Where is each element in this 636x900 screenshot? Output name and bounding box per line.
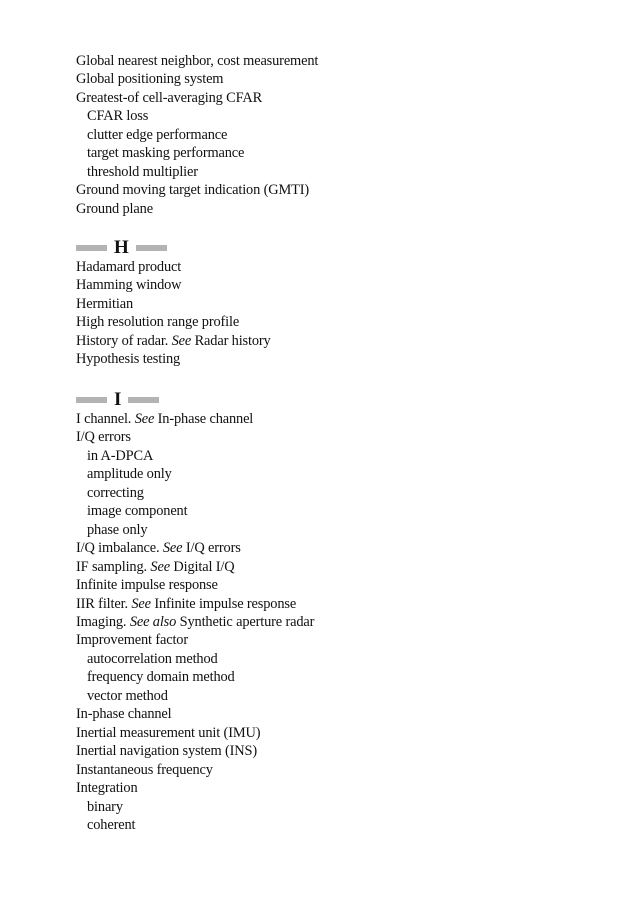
see-reference: See [162, 540, 183, 557]
see-reference: See also [129, 613, 177, 630]
index-entry: Greatest-of cell-averaging CFAR [76, 89, 263, 106]
index-subentry: binary [87, 798, 123, 815]
reference-target: Digital I/Q [169, 558, 235, 575]
see-reference: See [131, 595, 151, 612]
section-letter: H [114, 237, 129, 258]
section-header-h [76, 236, 167, 260]
section-bar-left [76, 245, 107, 251]
see-reference: See [134, 411, 155, 427]
entry-term: I channel. [76, 411, 135, 427]
index-entry-crossref [76, 410, 314, 428]
index-subentry: clutter edge performance [87, 126, 228, 143]
reference-target: In-phase channel [154, 411, 254, 427]
index-entry: Infinite impulse response [76, 577, 218, 594]
index-entry: High resolution range profile [76, 314, 240, 331]
index-entry: Inertial navigation system (INS) [76, 743, 258, 760]
index-subentry: phase only [87, 521, 148, 538]
reference-target: I/Q errors [182, 540, 241, 557]
reference-target: Infinite impulse response [150, 595, 297, 612]
index-subentry: correcting [87, 484, 144, 501]
index-entry: In-phase channel [76, 706, 172, 723]
see-reference: See [171, 332, 192, 349]
entry-term: History of radar. [76, 332, 172, 349]
reference-target: Radar history [191, 332, 271, 349]
index-entry: I/Q errors [76, 429, 131, 446]
index-entry: Inertial measurement unit (IMU) [76, 724, 261, 741]
index-block-i [76, 410, 314, 834]
index-subentry: autocorrelation method [87, 650, 218, 667]
index-subentry: in A-DPCA [87, 447, 154, 464]
reference-target: Synthetic aperture radar [176, 613, 315, 630]
index-subentry: target masking performance [87, 145, 245, 162]
section-letter: I [114, 389, 122, 410]
entry-term: I/Q imbalance. [76, 540, 163, 557]
index-entry: Ground plane [76, 200, 153, 217]
index-entry: Hadamard product [76, 259, 182, 275]
index-block-h [76, 258, 271, 369]
index-entry: Hamming window [76, 277, 182, 294]
index-subentry: CFAR loss [87, 108, 149, 125]
index-entry: Ground moving target indication (GMTI) [76, 182, 310, 199]
index-block-g [76, 52, 318, 218]
index-entry: Integration [76, 780, 138, 797]
index-entry: Instantaneous frequency [76, 761, 213, 778]
index-entry: Global nearest neighbor, cost measurement [76, 53, 319, 69]
index-entry: Improvement factor [76, 632, 188, 649]
see-reference: See [150, 558, 170, 575]
index-entry-crossref [76, 558, 314, 576]
entry-term: Imaging. [76, 613, 130, 630]
entry-term: IIR filter. [76, 595, 132, 612]
section-bar-right [128, 397, 159, 403]
index-entry: Hypothesis testing [76, 351, 181, 368]
section-header-i [76, 388, 159, 412]
index-entry-crossref [76, 595, 314, 613]
index-entry: Hermitian [76, 295, 133, 312]
index-subentry: amplitude only [87, 466, 172, 483]
index-subentry: threshold multiplier [87, 163, 198, 180]
entry-term: IF sampling. [76, 558, 151, 575]
index-subentry: image component [87, 503, 188, 520]
index-subentry: coherent [87, 816, 136, 833]
index-subentry: vector method [87, 687, 168, 704]
index-entry-crossref [76, 539, 314, 557]
index-entry-crossref [76, 332, 271, 350]
index-entry-crossref [76, 613, 314, 631]
section-bar-right [136, 245, 167, 251]
index-subentry: frequency domain method [87, 669, 235, 686]
section-bar-left [76, 397, 107, 403]
index-entry: Global positioning system [76, 71, 224, 88]
